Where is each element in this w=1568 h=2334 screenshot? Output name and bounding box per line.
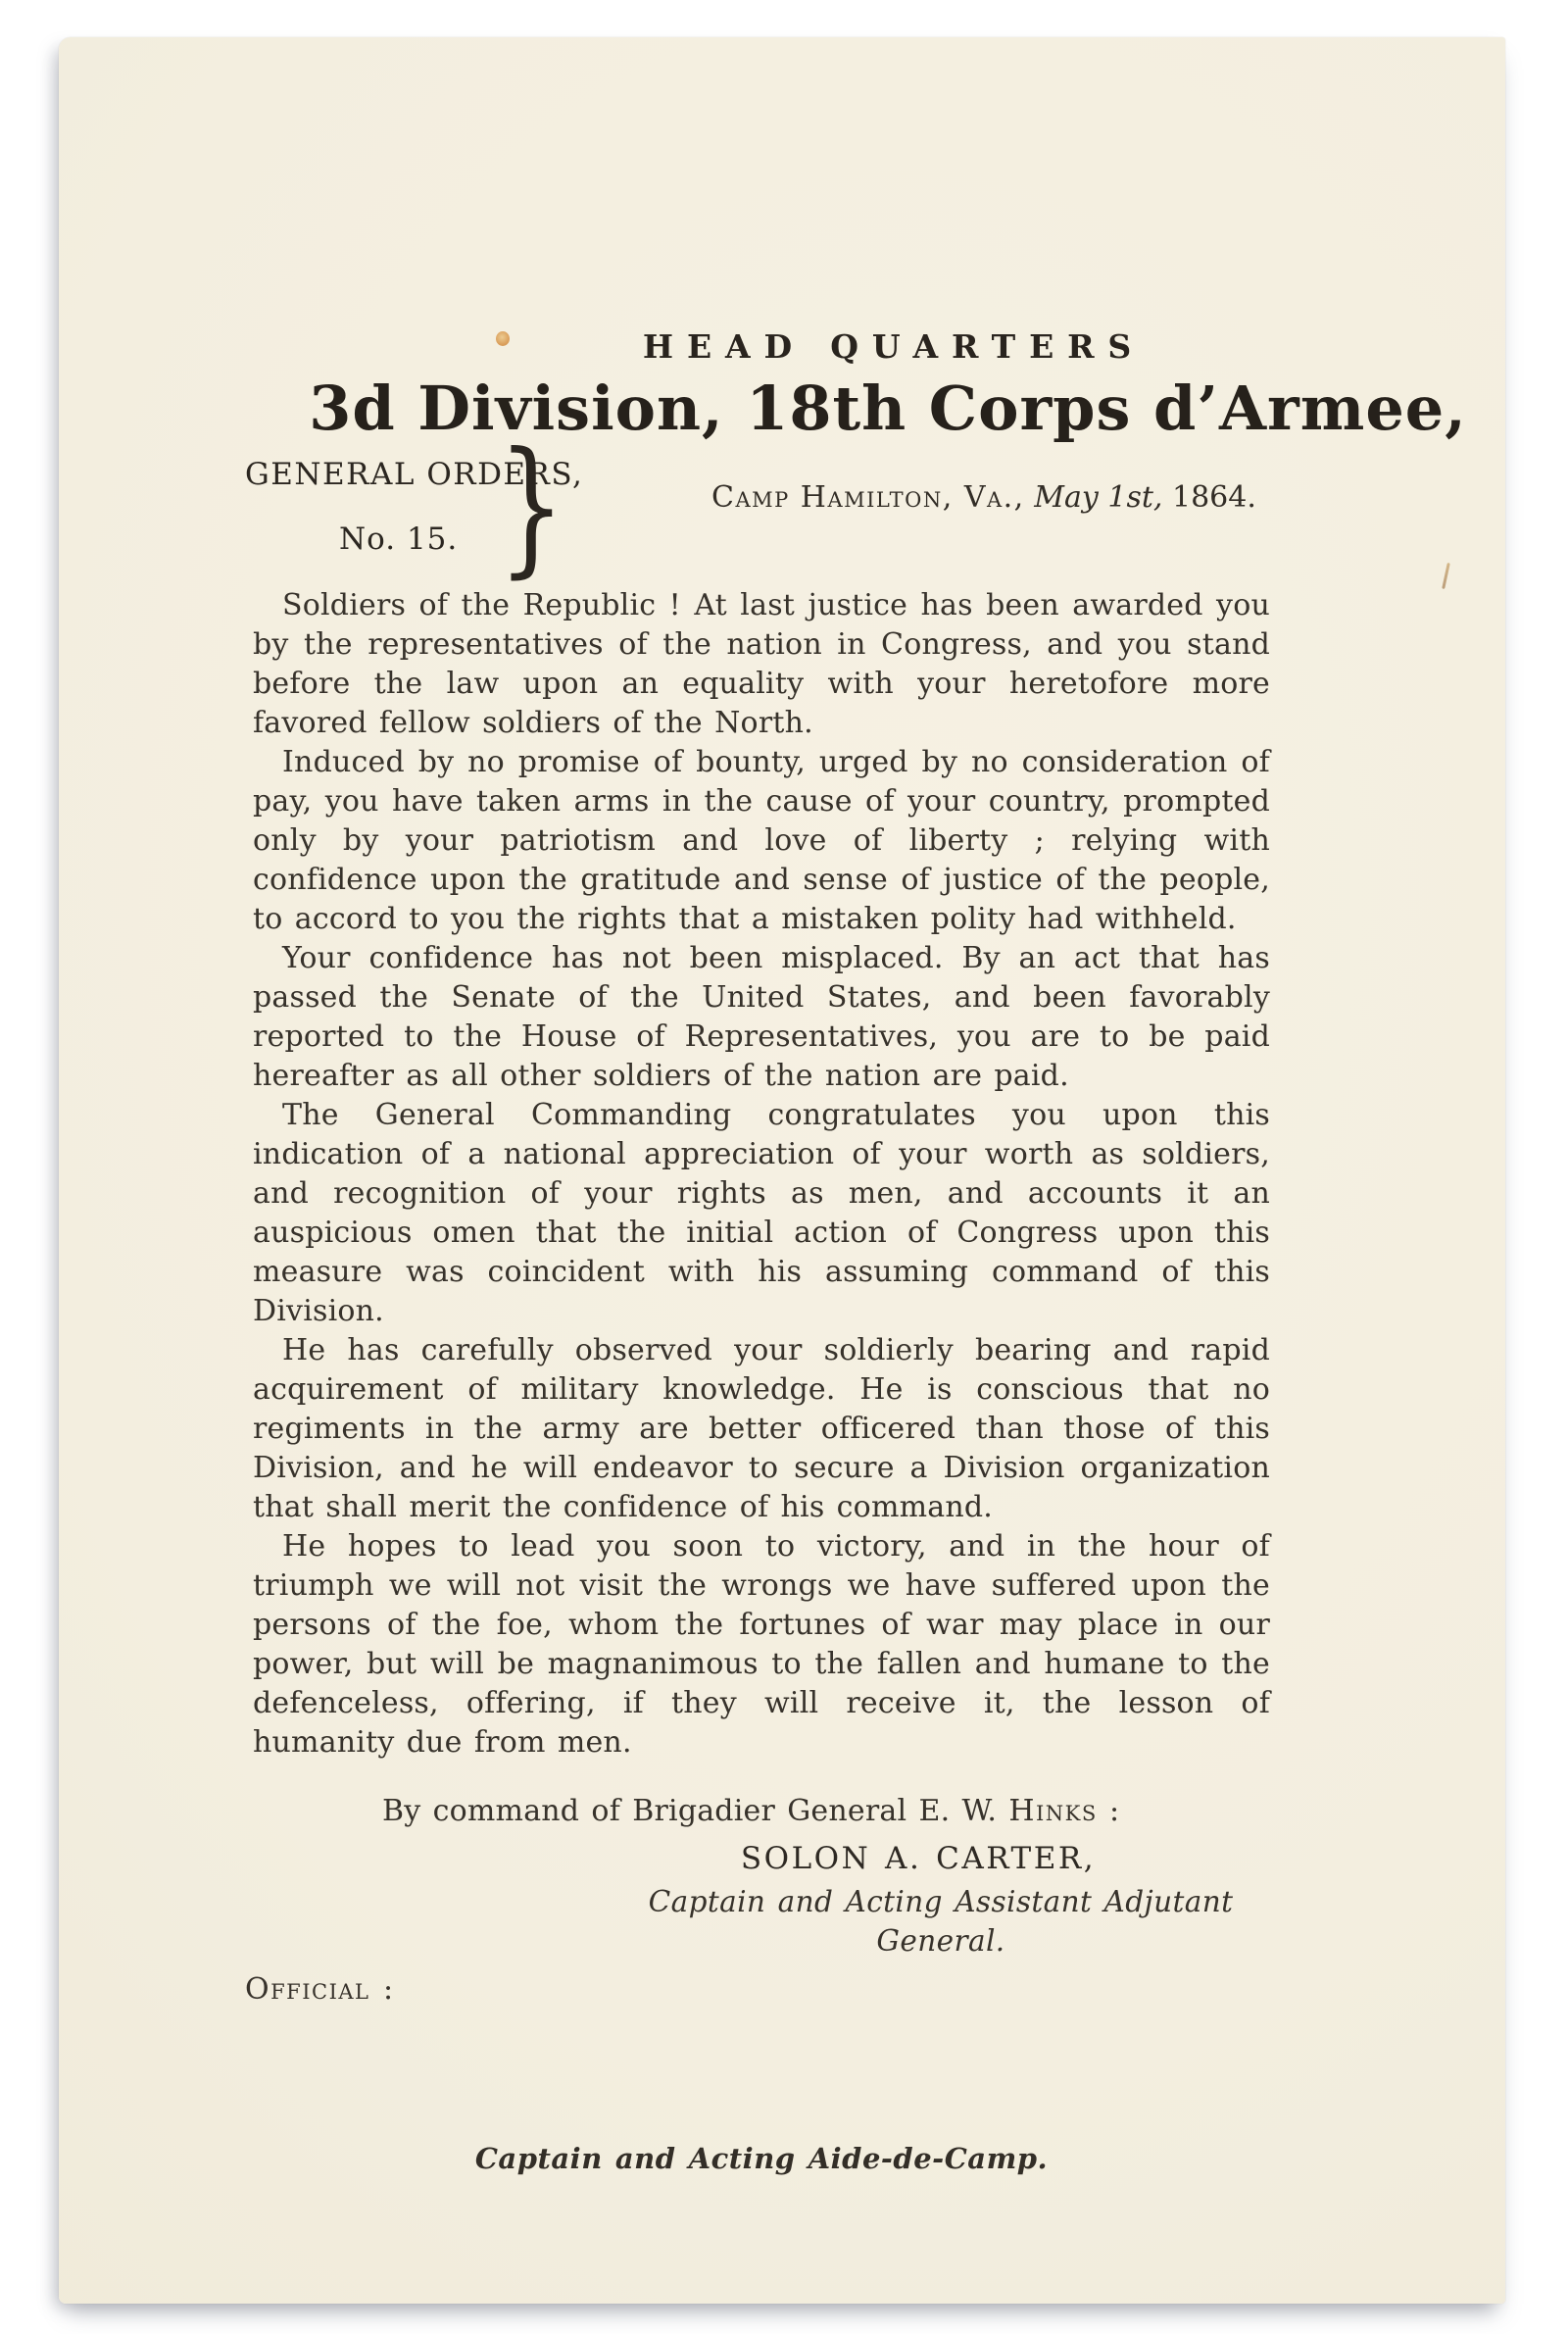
curly-brace-glyph: } (498, 422, 565, 592)
document-page (59, 37, 1505, 2304)
body-paragraph-1: Soldiers of the Republic ! At last justice has been awarded you by the representatives of the nation in Congress, and you stand before the law upon an equality with your heretofore more favored fellow soldiers of the North. (253, 588, 1270, 740)
by-command-prefix: By command of Brigadier General E. W. (382, 1794, 1009, 1828)
orders-number: No. 15. (339, 521, 459, 557)
dateline-place: Camp Hamilton, Va., (711, 480, 1025, 515)
body-paragraph-2: Induced by no promise of bounty, urged by no consideration of pay, you have taken arms in the cause of your country, prompted only by your patriotism and love of liberty ; relying with confidence upon the gratitude and sense of justice of the people, to accord to you the rights that a mistaken polity had withheld. (253, 745, 1270, 936)
body-paragraph-4: The General Commanding congratulates you upon this indication of a national appreciation of your worth as soldiers, and recognition of your rights as men, and accounts it an auspicious omen that the initial action of Congress upon this measure was coincident with his assuming command of this Division. (253, 1098, 1270, 1328)
dateline (711, 480, 1256, 515)
official-label: Official : (245, 1972, 395, 2007)
signer-name: SOLON A. CARTER, (740, 1841, 1097, 1876)
division-heading: 3d Division, 18th Corps d’Armee, (309, 372, 1467, 444)
order-body-text (245, 586, 1270, 2178)
body-paragraph-6: He hopes to lead you soon to victory, and in the hour of triumph we will not visit the wrongs we have suffered upon the persons of the foe, whom the fortunes of war may place in our power, but will be magnanimous to the fallen and humane to the defenceless, offering, if they will receive it, the lesson of humanity due from men. (253, 1529, 1270, 1760)
by-command-suffix: : (1097, 1794, 1120, 1828)
paper-blemish (1442, 563, 1450, 589)
commanding-general-name: Hinks (1008, 1794, 1098, 1828)
headquarters-heading: HEAD QUARTERS (642, 327, 1146, 366)
general-orders-label: GENERAL ORDERS, (245, 457, 584, 492)
dateline-year: 1864. (1172, 480, 1256, 515)
body-paragraph-3: Your confidence has not been misplaced. By an act that has passed the Senate of the United States, and been favorably reported to the House of Representatives, you are to be paid hereafter as all other soldiers of the nation are paid. (253, 941, 1270, 1093)
signer-title: Captain and Acting Assistant Adjutant General. (648, 1885, 1234, 1958)
body-paragraph-5: He has carefully observed your soldierly bearing and rapid acquirement of military knowledge. He is conscious that no regiments in the army are better officered than those of this Division, and he will endeavor to secure a Division organization that shall merit the confidence of his command. (253, 1333, 1270, 1524)
dateline-date: May 1st, (1034, 480, 1163, 515)
aide-de-camp-title: Captain and Acting Aide-de-Camp. (474, 2142, 1049, 2175)
by-command-line (382, 1792, 1270, 1831)
